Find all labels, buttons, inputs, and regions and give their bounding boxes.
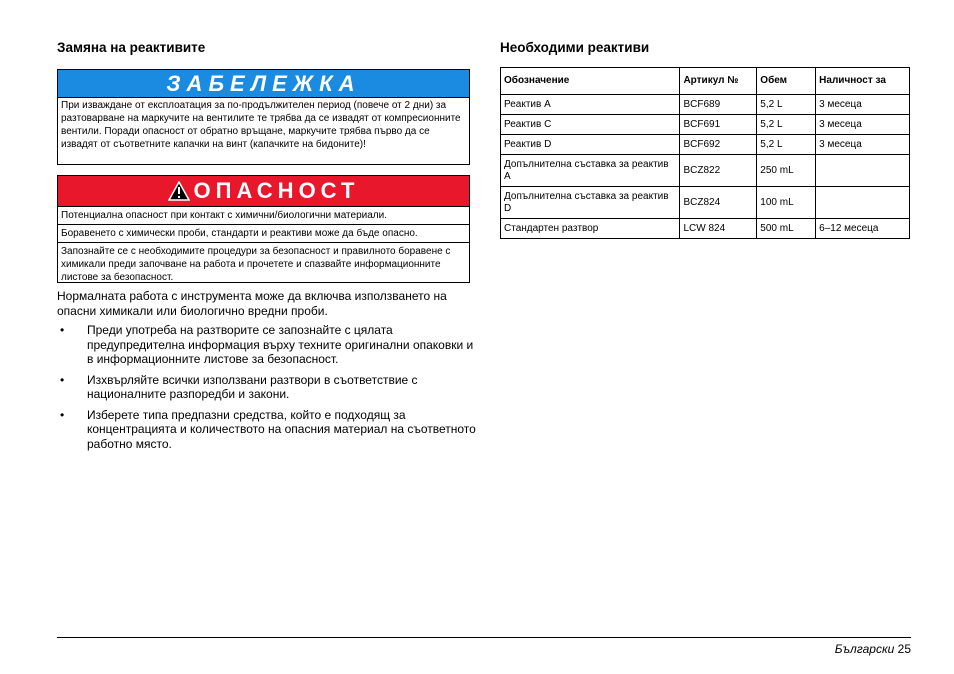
reagents-table: [500, 67, 910, 239]
table-cell: Допълнителна съставка за реактив D: [501, 187, 680, 219]
section-heading-reagent-replacement: Замяна на реактивите: [57, 40, 206, 55]
column-header: Обозначение: [501, 68, 680, 95]
table-row: [501, 187, 910, 219]
page-footer: [835, 642, 911, 656]
table-row: [501, 135, 910, 155]
table-row: [501, 115, 910, 135]
table-cell: BCZ822: [680, 155, 757, 187]
footer-divider: [57, 637, 911, 638]
page-number: 25: [897, 642, 911, 656]
danger-title: ОПАСНОСТ: [193, 178, 360, 203]
table-cell: 5,2 L: [757, 115, 816, 135]
intro-paragraph: Нормалната работа с инструмента може да включва използването на опасни химикали или биологично вредни проби.: [57, 289, 447, 318]
table-row: [501, 155, 910, 187]
bullet-marker: •: [60, 372, 65, 387]
danger-line: Запознайте се с необходимите процедури за безопасност и правилното боравене с химикали преди започване на работа и прочетете и спазвайте информационните листове за безопасност.: [61, 246, 451, 283]
bullet-text: Изхвърляйте всички използвани разтвори в съответствие с националните разпоредби и закони.: [87, 372, 418, 401]
list-item: [57, 408, 477, 452]
danger-header: [58, 176, 469, 207]
table-cell: BCF691: [680, 115, 757, 135]
column-header: Наличност за: [816, 68, 910, 95]
table-cell: 250 mL: [757, 155, 816, 187]
bullet-marker: •: [60, 323, 65, 337]
table-cell: 6–12 месеца: [816, 219, 910, 239]
table-cell: 5,2 L: [757, 95, 816, 115]
notice-box: [57, 69, 470, 165]
warning-triangle-icon: [168, 181, 190, 201]
list-item: [57, 373, 477, 402]
bullet-text: Изберете типа предпазни средства, който е подходящ за концентрацията и количеството на опасния материал на съответното работно място.: [87, 407, 476, 451]
notice-text: При изваждане от експлоатация за по-продължителен период (повече от 2 дни) за разтоварване на маркучите на вентилите те трябва да се извадят от компресионните вентили. Поради опасност от обратно връщане, маркучите трябва първо да се извадят от съответните капачки на винт (капачките на бидоните)!: [61, 100, 461, 150]
table-cell: LCW 824: [680, 219, 757, 239]
danger-line: Боравенето с химически проби, стандарти и реактиви може да бъде опасно.: [58, 225, 469, 243]
table-cell: 5,2 L: [757, 135, 816, 155]
table-cell: BCF692: [680, 135, 757, 155]
table-cell: Допълнителна съставка за реактив A: [501, 155, 680, 187]
table-cell: BCF689: [680, 95, 757, 115]
table-cell: 3 месеца: [816, 95, 910, 115]
table-cell: 3 месеца: [816, 115, 910, 135]
safety-bullet-list: [57, 323, 477, 457]
danger-line: Потенциална опасност при контакт с химични/биологични материали.: [58, 207, 469, 225]
footer-language: Български: [834, 642, 895, 656]
table-row: [501, 219, 910, 239]
list-item: [57, 323, 477, 367]
column-header: Обем: [757, 68, 816, 95]
column-header: Артикул №: [680, 68, 757, 95]
section-heading-required-reagents: Необходими реактиви: [500, 40, 650, 55]
table-cell: Реактив A: [501, 95, 680, 115]
bullet-text: Преди употреба на разтворите се запознайте с цялата предупредителна информация върху техните оригинални опаковки и в информационните листове за безопасност.: [87, 323, 474, 366]
table-cell: BCZ824: [680, 187, 757, 219]
notice-title: ЗАБЕЛЕЖКА: [58, 70, 469, 98]
table-cell: Реактив D: [501, 135, 680, 155]
table-header-row: [501, 68, 910, 95]
table-cell: [816, 187, 910, 219]
table-cell: 500 mL: [757, 219, 816, 239]
table-cell: Реактив C: [501, 115, 680, 135]
table-cell: Стандартен разтвор: [501, 219, 680, 239]
table-cell: [816, 155, 910, 187]
bullet-marker: •: [60, 407, 65, 422]
table-row: [501, 95, 910, 115]
table-cell: 100 mL: [757, 187, 816, 219]
table-cell: 3 месеца: [816, 135, 910, 155]
danger-box: [57, 175, 470, 283]
